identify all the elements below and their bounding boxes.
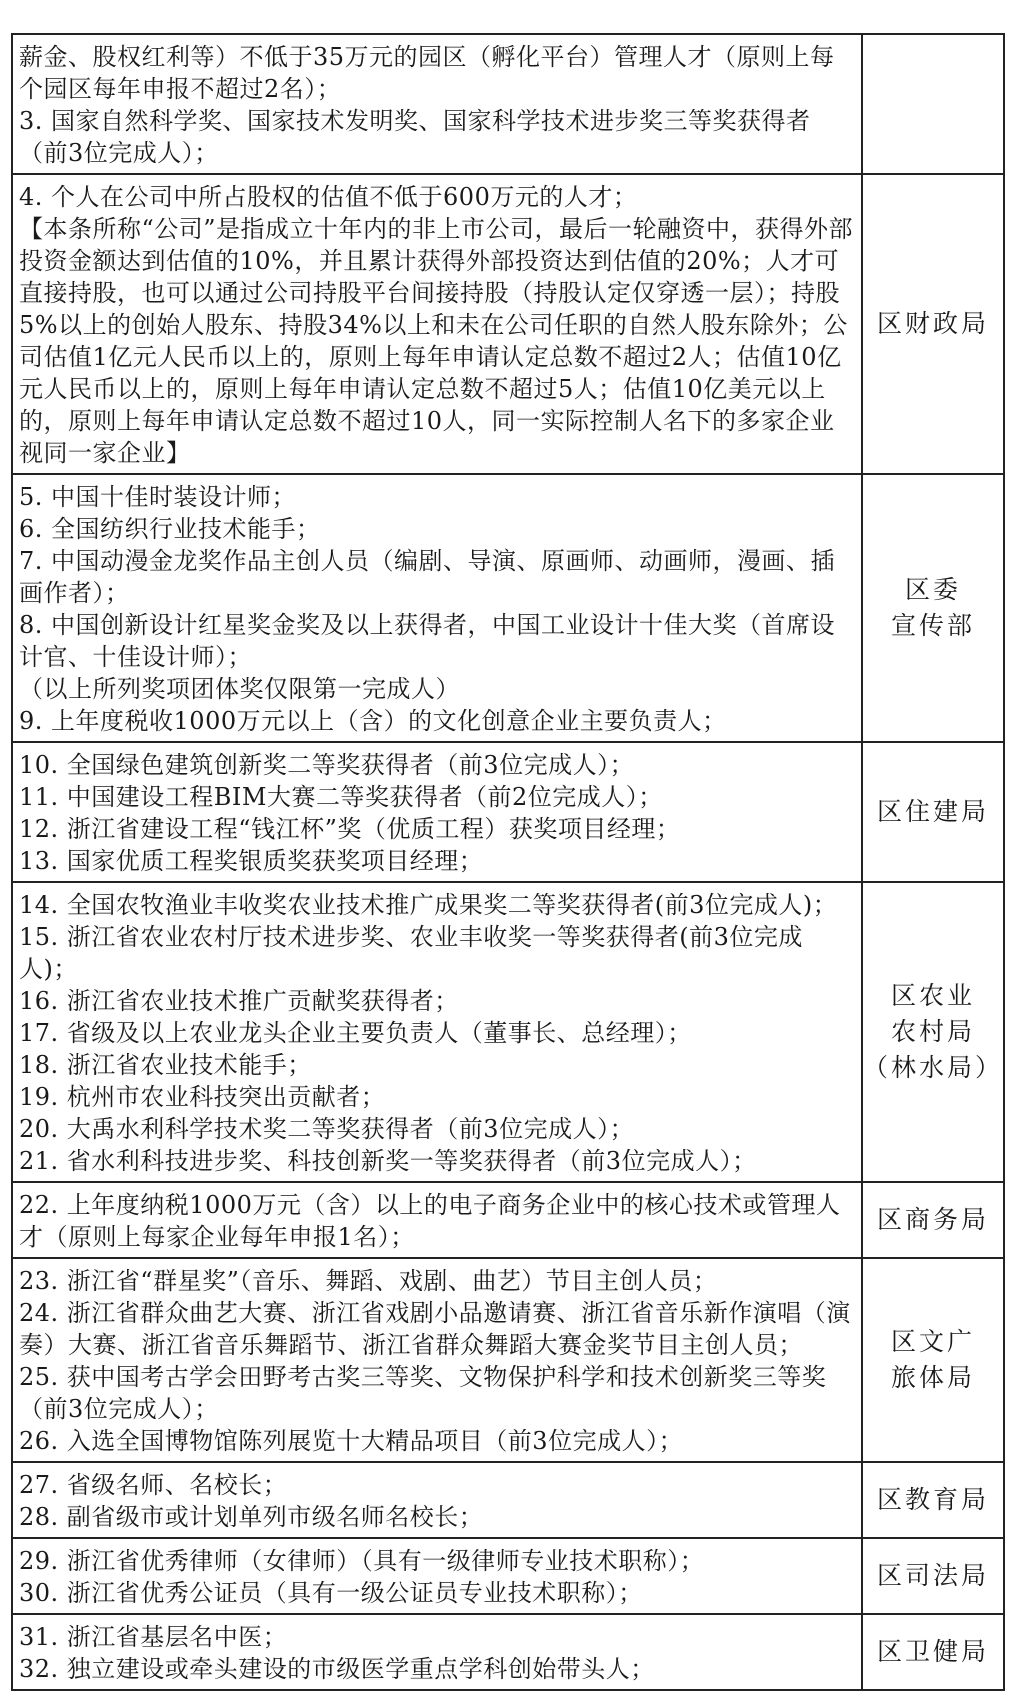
department-cell	[862, 34, 1004, 174]
department-name: 区卫健局	[876, 1637, 989, 1666]
list-item: 19. 杭州市农业科技突出贡献者；	[19, 1083, 386, 1111]
list-item: 4. 个人在公司中所占股权的估值不低于600万元的人才；	[19, 183, 638, 211]
list-item: 5. 中国十佳时装设计师；	[19, 483, 297, 511]
table-row	[12, 1538, 1004, 1614]
list-item: 23. 浙江省“群星奖”（音乐、舞蹈、戏剧、曲艺）节目主创人员；	[19, 1267, 718, 1295]
content-cell	[12, 1538, 862, 1614]
department-name: 宣传部	[890, 611, 975, 640]
department-cell	[862, 742, 1004, 882]
department-name: 区司法局	[876, 1561, 989, 1590]
list-item: 31. 浙江省基层名中医；	[19, 1623, 288, 1651]
list-item: 21. 省水利科技进步奖、科技创新奖一等奖获得者（前3位完成人）；	[19, 1147, 757, 1175]
list-item: 28. 副省级市或计划单列市级名师名校长；	[19, 1503, 484, 1531]
department-cell	[862, 1614, 1004, 1690]
table-row	[12, 882, 1004, 1182]
department-name: 区教育局	[876, 1485, 989, 1514]
list-item: 14. 全国农牧渔业丰收奖农业技术推广成果奖二等奖获得者(前3位完成人)；	[19, 891, 838, 919]
list-item: 16. 浙江省农业技术推广贡献奖获得者；	[19, 987, 459, 1015]
department-name: 区委	[904, 575, 961, 604]
list-item: 【本条所称“公司”是指成立十年内的非上市公司，最后一轮融资中，获得外部投资金额达到估值的10%，并且累计获得外部投资达到估值的20%；人才可直接持股，也可以通过公司持股平台间接持股（持股认定仅穿透一层）；持股5%以上的创始人股东、持股34%以上和未在公司任职的自然人股东除外；公司估值1亿元人民币以上的，原则上每年申请认定总数不超过2人；估值10亿元人民币以上的，原则上每年申请认定总数不超过5人；估值10亿美元以上的，原则上每年申请认定总数不超过10人，同一实际控制人名下的多家企业视同一家企业】	[19, 215, 854, 467]
list-item: 10. 全国绿色建筑创新奖二等奖获得者（前3位完成人）；	[19, 751, 635, 779]
list-item: 29. 浙江省优秀律师（女律师）（具有一级律师专业技术职称）；	[19, 1547, 705, 1575]
list-item: 32. 独立建设或牵头建设的市级医学重点学科创始带头人；	[19, 1655, 655, 1683]
list-item: 3. 国家自然科学奖、国家技术发明奖、国家科学技术进步奖三等奖获得者（前3位完成人）；	[19, 107, 811, 167]
table-row	[12, 174, 1004, 474]
list-item: 8. 中国创新设计红星奖金奖及以上获得者，中国工业设计十佳大奖（首席设计官、十佳设计师）；	[19, 611, 836, 671]
department-name: 区农业	[890, 981, 975, 1010]
department-cell	[862, 882, 1004, 1182]
list-item: 7. 中国动漫金龙奖作品主创人员（编剧、导演、原画师、动画师，漫画、插画作者）；	[19, 547, 836, 607]
table-row	[12, 1258, 1004, 1462]
table-row	[12, 474, 1004, 742]
policy-table	[11, 33, 1005, 1691]
table-row	[12, 1462, 1004, 1538]
department-name: 农村局	[890, 1017, 975, 1046]
content-cell	[12, 34, 862, 174]
department-cell	[862, 1538, 1004, 1614]
department-name: 区财政局	[876, 309, 989, 338]
department-name: （林水局）	[863, 1053, 1004, 1082]
department-cell	[862, 1182, 1004, 1258]
table-row	[12, 1614, 1004, 1690]
table-row	[12, 1182, 1004, 1258]
department-name: 区商务局	[876, 1205, 989, 1234]
list-item: 11. 中国建设工程BIM大赛二等奖获得者（前2位完成人）；	[19, 783, 663, 811]
list-item: 6. 全国纺织行业技术能手；	[19, 515, 321, 543]
list-item: 22. 上年度纳税1000万元（含）以上的电子商务企业中的核心技术或管理人才（原则上每家企业每年申报1名）；	[19, 1191, 841, 1251]
list-item: 30. 浙江省优秀公证员（具有一级公证员专业技术职称）；	[19, 1579, 643, 1607]
content-cell	[12, 742, 862, 882]
list-item: 12. 浙江省建设工程“钱江杯”奖（优质工程）获奖项目经理；	[19, 815, 681, 843]
list-item: 24. 浙江省群众曲艺大赛、浙江省戏剧小品邀请赛、浙江省音乐新作演唱（演奏）大赛、浙江省音乐舞蹈节、浙江省群众舞蹈大赛金奖节目主创人员；	[19, 1299, 851, 1359]
content-cell	[12, 1614, 862, 1690]
list-item: （以上所列奖项团体奖仅限第一完成人）	[19, 675, 460, 703]
table-row	[12, 742, 1004, 882]
list-item: 25. 获中国考古学会田野考古奖三等奖、文物保护科学和技术创新奖三等奖（前3位完成人）；	[19, 1363, 827, 1423]
list-item: 26. 入选全国博物馆陈列展览十大精品项目（前3位完成人）；	[19, 1427, 684, 1455]
list-item: 15. 浙江省农业农村厅技术进步奖、农业丰收奖一等奖获得者(前3位完成人)；	[19, 923, 803, 983]
content-cell	[12, 174, 862, 474]
list-item: 9. 上年度税收1000万元以上（含）的文化创意企业主要负责人；	[19, 707, 727, 735]
list-item: 18. 浙江省农业技术能手；	[19, 1051, 312, 1079]
list-item: 27. 省级名师、名校长；	[19, 1471, 288, 1499]
table-row	[12, 34, 1004, 174]
list-item: 20. 大禹水利科学技术奖二等奖获得者（前3位完成人）；	[19, 1115, 635, 1143]
list-item: 13. 国家优质工程奖银质奖获奖项目经理；	[19, 847, 484, 875]
department-name: 旅体局	[890, 1363, 975, 1392]
department-cell	[862, 474, 1004, 742]
list-item: 薪金、股权红利等）不低于35万元的园区（孵化平台）管理人才（原则上每个园区每年申报不超过2名）；	[19, 43, 835, 103]
department-name: 区文广	[890, 1327, 975, 1356]
department-name: 区住建局	[876, 797, 989, 826]
department-cell	[862, 1462, 1004, 1538]
content-cell	[12, 882, 862, 1182]
content-cell	[12, 474, 862, 742]
department-cell	[862, 174, 1004, 474]
department-cell	[862, 1258, 1004, 1462]
content-cell	[12, 1182, 862, 1258]
list-item: 17. 省级及以上农业龙头企业主要负责人（董事长、总经理）；	[19, 1019, 692, 1047]
content-cell	[12, 1462, 862, 1538]
content-cell	[12, 1258, 862, 1462]
